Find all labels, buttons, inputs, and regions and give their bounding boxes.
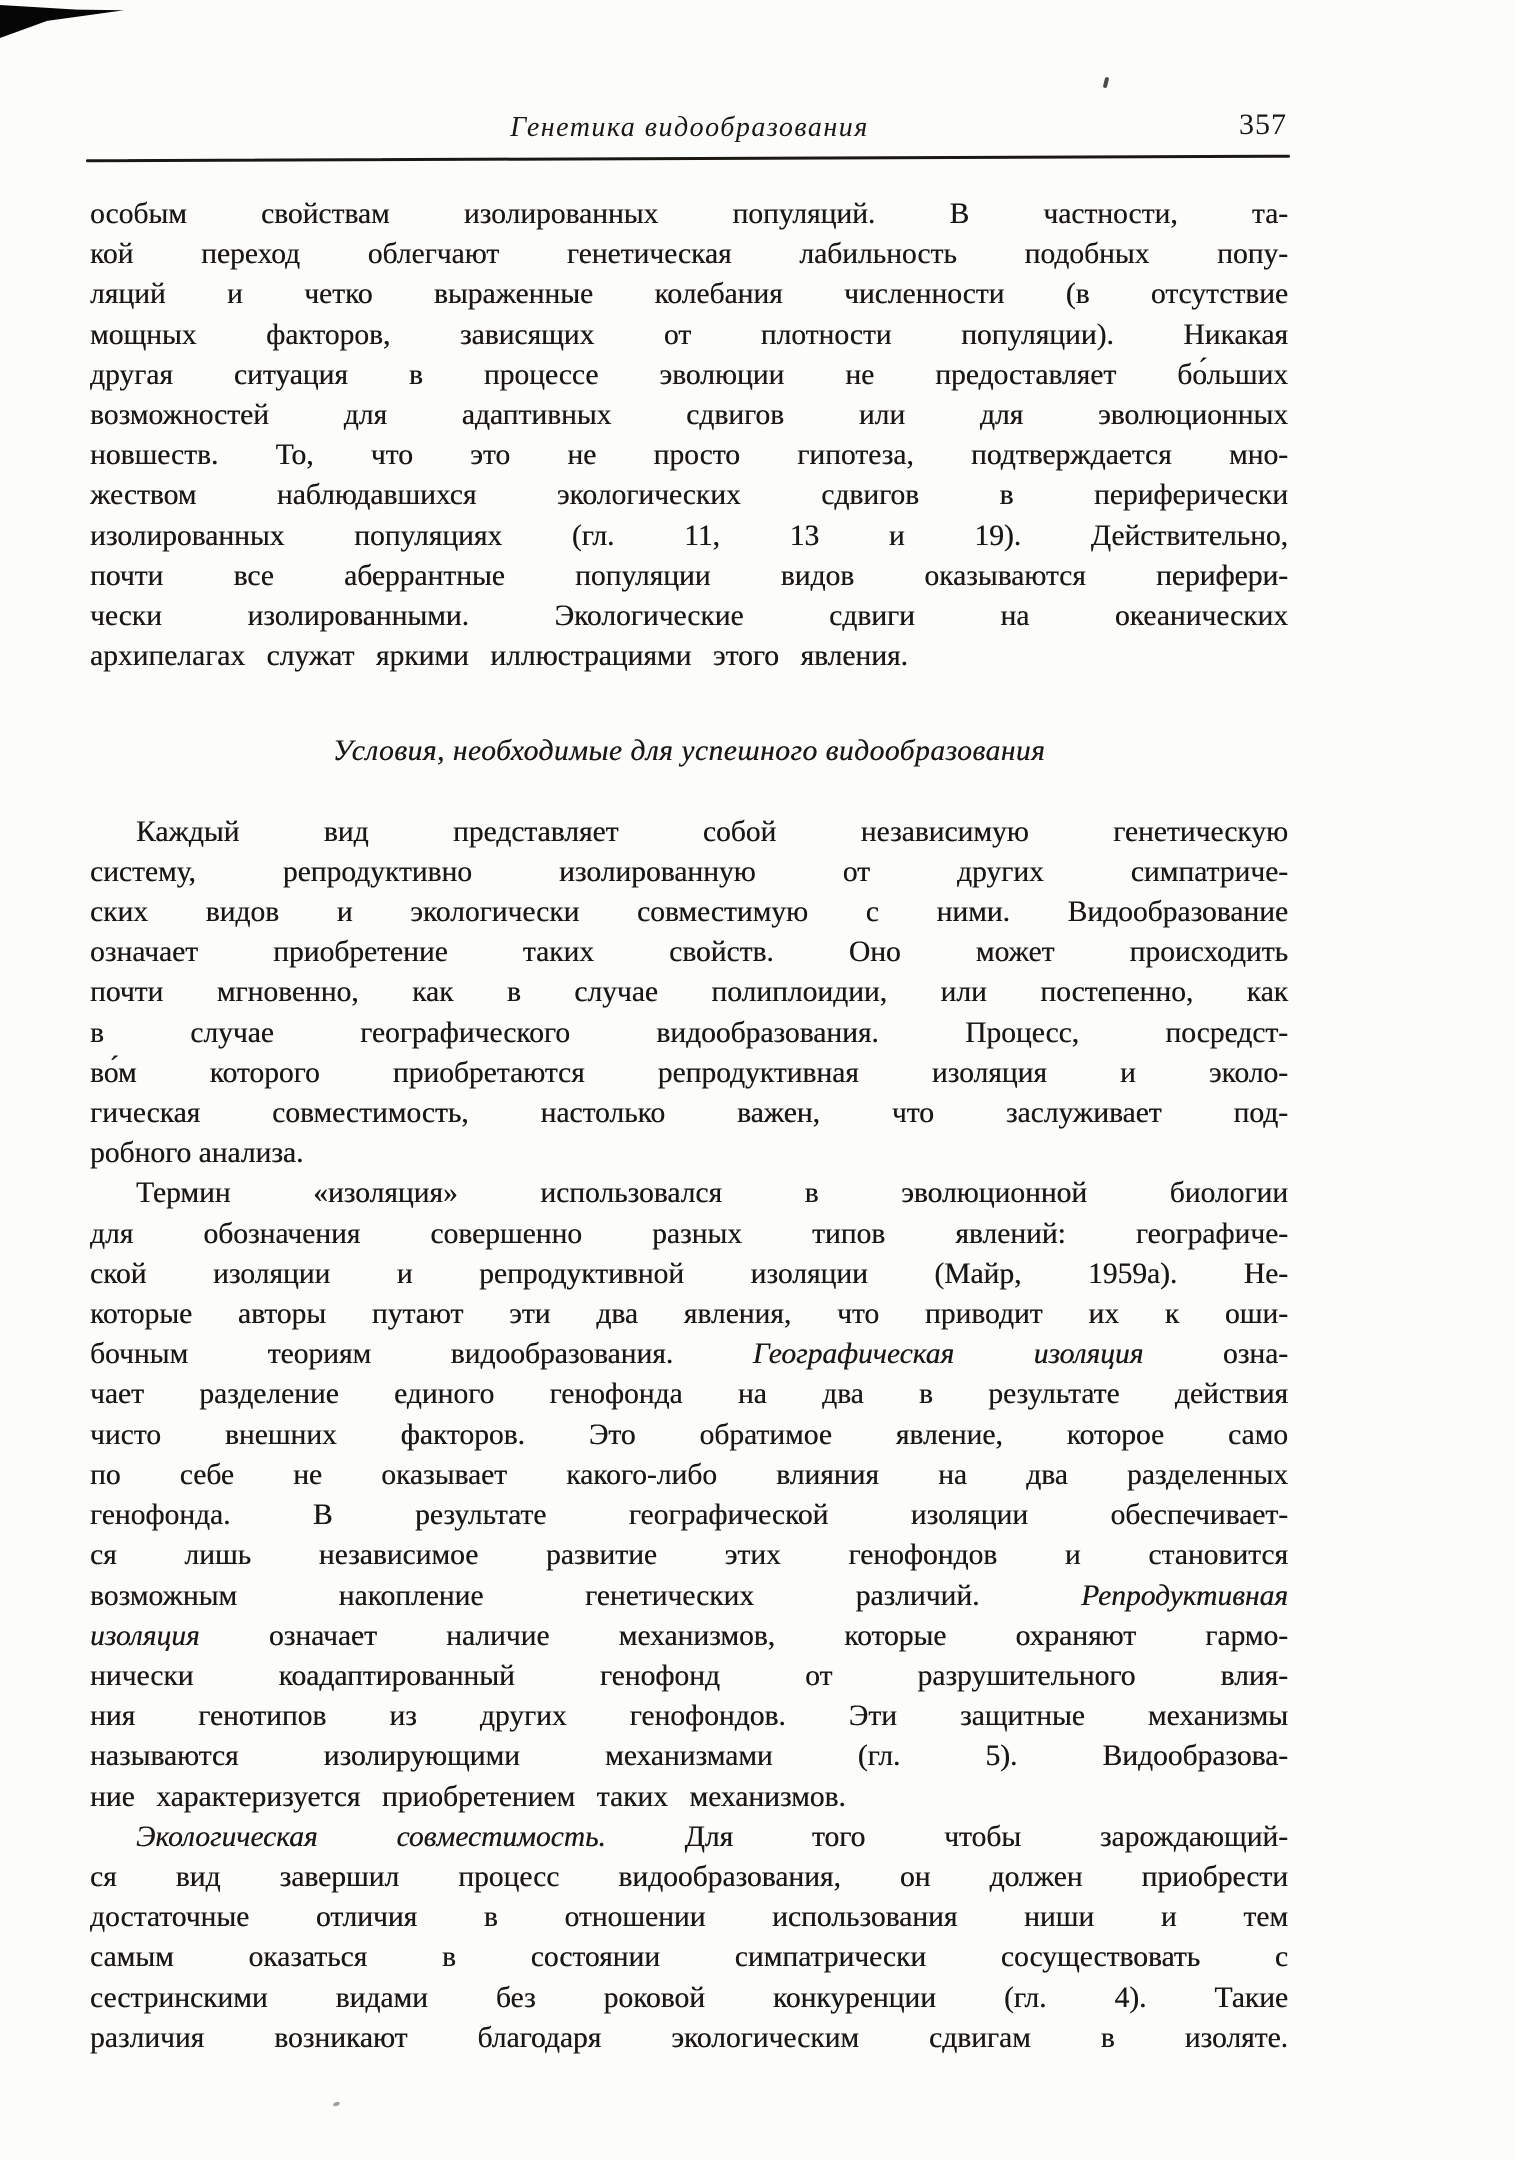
text-line — [90, 1013, 1288, 1053]
text-segment: различия возникают благодаря экологическим сдвигам в изоляте. — [90, 2021, 1288, 2054]
text-line — [90, 1455, 1288, 1495]
text-line — [90, 1294, 1288, 1334]
text-segment: нически коадаптированный генофонд от разрушительного влия- — [90, 1659, 1288, 1692]
scan-speck — [333, 2101, 341, 2107]
text-line — [90, 1696, 1288, 1736]
text-segment: чает разделение единого генофонда на два в результате действия — [90, 1378, 1288, 1411]
text-line — [90, 1736, 1288, 1776]
text-line — [90, 1334, 1288, 1374]
text-line — [90, 596, 1288, 636]
text-line — [90, 1857, 1288, 1897]
text-line — [90, 1173, 1288, 1213]
italic-text-segment: Географическая изоляция — [752, 1338, 1144, 1371]
text-segment: для обозначения совершенно разных типов явлений: географиче- — [90, 1217, 1288, 1250]
paragraph — [90, 1173, 1288, 1816]
text-segment: особым свойствам изолированных популяций. В частности, та- — [90, 198, 1288, 230]
text-line — [90, 1978, 1288, 2018]
text-line — [90, 1214, 1288, 1254]
paragraph — [90, 812, 1288, 1174]
text-segment: ся вид завершил процесс видообразования, он должен приобрести — [90, 1860, 1288, 1893]
text-segment: возможностей для адаптивных сдвигов или для эволюционных — [90, 399, 1288, 432]
text-line — [90, 1777, 1288, 1817]
text-segment: ских видов и экологически совместимую с ними. Видообразование — [90, 896, 1288, 929]
italic-text-segment: Экологическая совместимость. — [136, 1820, 606, 1853]
text-segment: бочным теориям видообразования. — [90, 1338, 753, 1371]
text-segment: Термин «изоляция» использовался в эволюционной биологии — [136, 1177, 1288, 1210]
text-segment: называются изолирующими механизмами (гл. 5). Видообразова- — [90, 1740, 1288, 1773]
text-line — [90, 1254, 1288, 1294]
text-segment: самым оказаться в состоянии симпатрически сосуществовать с — [90, 1941, 1288, 1974]
text-line — [90, 892, 1288, 932]
text-line — [90, 274, 1288, 314]
text-line — [90, 1937, 1288, 1977]
text-segment: чески изолированными. Экологические сдвиги на океанических — [90, 600, 1288, 633]
text-segment: кой переход облегчают генетическая лабильность подобных попу- — [90, 238, 1288, 271]
text-segment: почти все аберрантные популяции видов оказываются перифери- — [90, 559, 1288, 592]
text-line — [90, 1093, 1288, 1133]
text-segment: озна- — [1143, 1338, 1289, 1371]
text-line — [90, 932, 1288, 972]
text-line — [90, 194, 1288, 234]
paragraph — [90, 1817, 1288, 2058]
text-segment: гическая совместимость, настолько важен, что заслуживает под- — [90, 1097, 1288, 1130]
text-segment: почти мгновенно, как в случае полиплоидии, или постепенно, как — [90, 976, 1288, 1009]
text-line — [90, 1817, 1288, 1857]
text-segment: робного анализа. — [90, 1137, 304, 1170]
text-segment: Каждый вид представляет собой независимую генетическую — [136, 815, 1288, 848]
text-segment: архипелагах служат яркими иллюстрациями этого явления. — [90, 640, 908, 673]
scan-speck — [1103, 77, 1110, 89]
text-line — [90, 1415, 1288, 1455]
text-line — [90, 812, 1288, 852]
text-column — [90, 194, 1288, 2058]
text-line — [90, 2018, 1288, 2058]
text-segment: другая ситуация в процессе эволюции не предоставляет бо́льших — [90, 358, 1288, 391]
text-line — [90, 1374, 1288, 1414]
text-line — [90, 1656, 1288, 1696]
text-line — [90, 1616, 1288, 1656]
text-segment: жеством наблюдавшихся экологических сдвигов в периферически — [90, 479, 1288, 512]
text-line — [90, 1897, 1288, 1937]
running-header-title: Генетика видообразования — [510, 112, 869, 143]
text-line — [90, 315, 1288, 355]
text-line — [90, 475, 1288, 515]
italic-text-segment: изоляция — [90, 1619, 200, 1652]
text-segment: достаточные отличия в отношении использования ниши и тем — [90, 1901, 1288, 1934]
text-segment: Для того чтобы зарождающий- — [605, 1820, 1288, 1853]
text-segment: изолированных популяциях (гл. 11, 13 и 19). Действительно, — [90, 519, 1288, 552]
text-line — [90, 355, 1288, 395]
text-line — [90, 395, 1288, 435]
text-line — [90, 1535, 1288, 1575]
text-line — [90, 234, 1288, 274]
text-line — [90, 972, 1288, 1012]
text-line — [90, 556, 1288, 596]
text-segment: ния генотипов из других генофондов. Эти защитные механизмы — [90, 1700, 1288, 1733]
text-segment: ляций и четко выраженные колебания численности (в отсутствие — [90, 278, 1288, 311]
text-line — [90, 516, 1288, 556]
text-segment: означает приобретение таких свойств. Оно может происходить — [90, 936, 1288, 969]
text-segment: возможным накопление генетических различий. — [90, 1579, 1082, 1612]
text-segment: сестринскими видами без роковой конкуренции (гл. 4). Такие — [90, 1981, 1288, 2014]
text-segment: новшеств. То, что это не просто гипотеза, подтверждается мно- — [90, 439, 1288, 472]
text-segment: ние характеризуется приобретением таких механизмов. — [90, 1780, 846, 1813]
paragraph — [90, 194, 1288, 676]
text-segment: чисто внешних факторов. Это обратимое явление, которое само — [90, 1418, 1288, 1451]
text-line — [90, 1495, 1288, 1535]
text-line — [90, 636, 1288, 676]
text-line — [90, 1053, 1288, 1093]
text-segment: ся лишь независимое развитие этих генофондов и становится — [90, 1539, 1288, 1572]
header-rule — [86, 155, 1290, 163]
text-segment: систему, репродуктивно изолированную от других симпатриче- — [90, 855, 1288, 888]
text-line — [90, 852, 1288, 892]
text-line — [90, 1576, 1288, 1616]
text-segment: по себе не оказывает какого-либо влияния на два разделенных — [90, 1458, 1288, 1491]
text-line — [90, 1133, 1288, 1173]
scan-corner-artifact — [0, 5, 124, 38]
text-segment: ской изоляции и репродуктивной изоляции (Майр, 1959а). Не- — [90, 1257, 1288, 1290]
text-segment: которые авторы путают эти два явления, что приводит их к оши- — [90, 1298, 1288, 1331]
text-segment: во́м которого приобретаются репродуктивная изоляция и эколо- — [90, 1056, 1288, 1089]
section-heading: Условия, необходимые для успешного видообразования — [332, 735, 1046, 768]
page-number: 357 — [1239, 108, 1287, 141]
italic-text-segment: Репродуктивная — [1081, 1579, 1288, 1612]
text-segment: в случае географического видообразования. Процесс, посредст- — [90, 1016, 1288, 1049]
text-segment: означает наличие механизмов, которые охраняют гармо- — [199, 1619, 1288, 1652]
text-line — [90, 435, 1288, 475]
text-segment: мощных факторов, зависящих от плотности популяции). Никакая — [90, 318, 1288, 351]
text-segment: генофонда. В результате географической изоляции обеспечивает- — [90, 1499, 1288, 1532]
running-header — [90, 108, 1289, 150]
